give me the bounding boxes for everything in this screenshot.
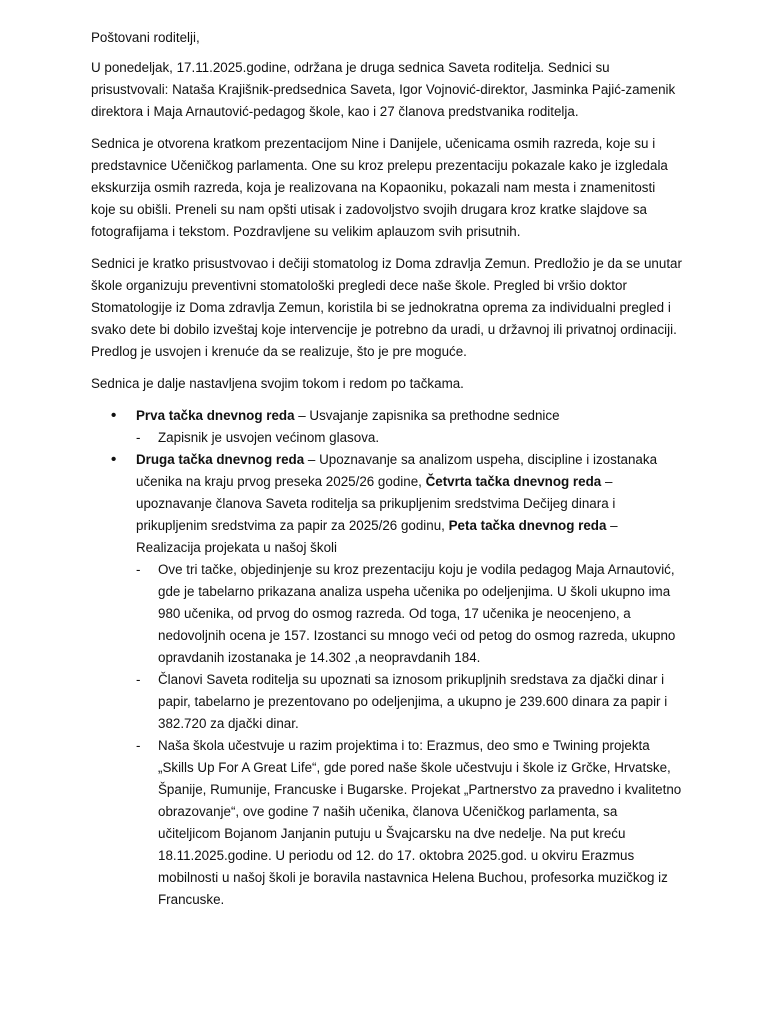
agenda-item-5-title: Peta tačka dnevnog reda bbox=[448, 518, 607, 533]
paragraph-dentist: Sednici je kratko prisustvovao i dečiji stomatolog iz Doma zdravlja Zemun. Predložio je da se unutar škole organizuju preventivni stomatološki pregledi dece naše škole. Pregled bi vršio doktor Stomatologije iz Doma zdravlja Zemun, koristila bi se jednokratna oprema za individualni pregled i svako dete bi dobilo izveštaj koje intervencije je potrebno da uradi, u državnoj ili privatnoj ordinaciji. Predlog je usvojen i krenuće da se realizuje, što je pre moguće. bbox=[91, 256, 682, 359]
agenda-list bbox=[91, 405, 683, 911]
paragraph-attendance: U ponedeljak, 17.11.2025.godine, održana je druga sednica Saveta roditelja. Sednici su prisustvovali: Nataša Krajišnik-predsednica Saveta, Igor Vojnović-direktor, Jasminka Pajić-zamenik direktora i Maja Arnautović-pedagog škole, kao i 27 članova predstvanika roditelja. bbox=[91, 60, 676, 119]
agenda-item-4-title: Četvrta tačka dnevnog reda bbox=[425, 474, 602, 489]
agenda-item-2-sub-2-text: Članovi Saveta roditelja su upoznati sa iznosom prikupljnih sredstava za djački dinar i papir, tabelarno je prezentovano po odeljenjima, a ukupno je 239.600 dinara za papir i 382.720 za djački dinar. bbox=[158, 672, 668, 731]
agenda-item-2-sub-2 bbox=[136, 669, 683, 735]
agenda-item-1-sub-1-text: Zapisnik je usvojen većinom glasova. bbox=[158, 430, 380, 445]
agenda-item-1-text: – Usvajanje zapisnika sa prethodne sednice bbox=[294, 408, 560, 423]
agenda-item-1-title: Prva tačka dnevnog reda bbox=[136, 408, 295, 423]
agenda-item-4-text: – upoznavanje članova Saveta roditelja sa prikupljenim sredstvima Dečijeg dinara i prikupljenim sredstvima za papir za 2025/26 godinu, bbox=[136, 474, 616, 533]
agenda-item-1-sub-1 bbox=[136, 427, 683, 449]
agenda-item-2-sublist bbox=[136, 559, 683, 911]
agenda-item-2-text: – Upoznavanje sa analizom uspeha, discipline i izostanaka učenika na kraju prvog preseka 2025/26 godine, bbox=[136, 452, 658, 489]
agenda-item-2-sub-1-text: Ove tri tačke, objedinjenje su kroz prezentaciju koju je vodila pedagog Maja Arnautović, gde je tabelarno prikazana analiza uspeha učenika po odeljenjima. U školi ukupno ima 980 učenika, od prvog do osmog razreda. Od toga, 17 učenika je neocenjeno, a nedovoljnih ocena je 157. Izostanci su mnogo veći od petog do osmog razreda, ukupno opravdanih izostanaka je 14.302 ,a neopravdanih 184. bbox=[158, 562, 676, 665]
agenda-item-1-sublist bbox=[136, 427, 683, 449]
agenda-item-2-sub-1 bbox=[136, 559, 683, 669]
agenda-item-2-sub-3-text: Naša škola učestvuje u razim projektima i to: Erazmus, deo smo e Twining projekta „Skills Up For A Great Life“, gde pored naše škole učestvuju i škole iz Grčke, Hrvatske, Španije, Rumunije, Francuske i Bugarske. Projekat „Partnerstvo za pravedno i kvalitetno obrazovanje“, ove godine 7 naših učenika, članova Učeničkog parlamenta, sa učiteljicom Bojanom Janjanin putuju u Švajcarsku na dve nedelje. Na put kreću 18.11.2025.godine. U periodu od 12. do 17. oktobra 2025.god. u okviru Erazmus mobilnosti u našoj školi je boravila nastavnica Helena Buchou, profesorka muzičkog iz Francuske. bbox=[158, 738, 682, 907]
greeting: Poštovani roditelji, bbox=[91, 30, 200, 45]
paragraph-continuation: Sednica je dalje nastavljena svojim tokom i redom po tačkama. bbox=[91, 376, 464, 391]
paragraph-presentation: Sednica je otvorena kratkom prezentacijom Nine i Danijele, učenicama osmih razreda, koje su i predstavnice Učeničkog parlamenta. One su kroz prelepu prezentaciju pokazale kako je izgledala ekskurzija osmih razreda, koja je realizovana na Kopaoniku, pokazali nam mesta i znamenitosti koje su obišli. Preneli su nam opšti utisak i zadovoljstvo svojih drugara kroz kratke slajdove sa fotografijama i tekstom. Pozdravljene su velikim aplauzom svih prisutnih. bbox=[91, 136, 668, 239]
agenda-item-1 bbox=[91, 405, 683, 449]
agenda-item-2-title: Druga tačka dnevnog reda bbox=[136, 452, 305, 467]
agenda-item-2-sub-3 bbox=[136, 735, 683, 911]
agenda-item-5-text: – Realizacija projekata u našoj školi bbox=[136, 518, 618, 555]
document-body bbox=[91, 27, 683, 911]
agenda-item-2 bbox=[91, 449, 683, 911]
